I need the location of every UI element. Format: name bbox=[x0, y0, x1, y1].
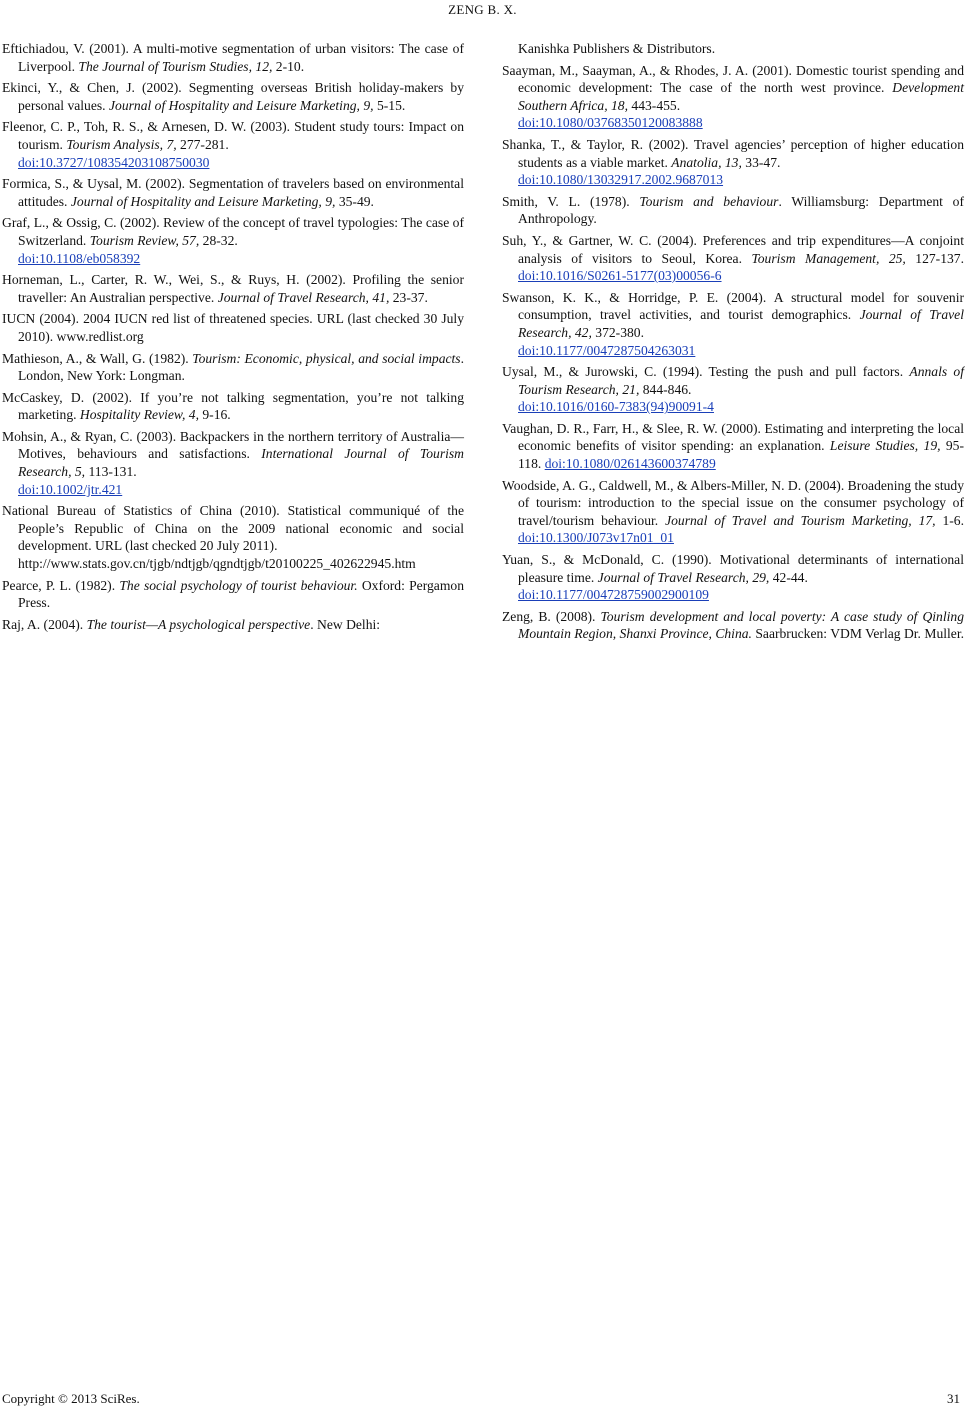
reference-text: Saayman, M., Saayman, A., & Rhodes, J. A. (2001). Domestic tourist spending and economic development: The case of the north west province. bbox=[502, 62, 964, 96]
reference-pages: . Williamsburg: Department of Anthropology. bbox=[518, 193, 965, 227]
reference-entry bbox=[2, 577, 464, 612]
reference-entry bbox=[502, 420, 964, 473]
reference-pages: 35-49. bbox=[335, 193, 374, 209]
reference-text: National Bureau of Statistics of China (2010). Statistical communiqué of the People’s Republic of China on the 2009 national economic and social development. URL (last checked 20 July 2011). bbox=[2, 503, 464, 554]
reference-pages: . London, New York: Longman. bbox=[18, 350, 464, 384]
reference-source: Tourism Review, 57, bbox=[89, 232, 200, 248]
reference-text: Woodside, A. G., Caldwell, M., & Albers-Miller, N. D. (2004). Broadening the study of tourism: introduction to the special issue on the consumer psychology of travel/tourism behaviour. bbox=[502, 477, 964, 528]
reference-text: Shanka, T., & Taylor, R. (2002). Travel agencies’ perception of higher education students as a viable market. bbox=[502, 136, 964, 170]
reference-source: Annals of Tourism Research, 21, bbox=[518, 364, 964, 397]
copyright-notice: Copyright © 2013 SciRes. bbox=[2, 1391, 140, 1406]
reference-source: Journal of Hospitality and Leisure Marketing, 9, bbox=[108, 97, 374, 113]
reference-pages: 28-32. bbox=[199, 232, 238, 248]
reference-source: Journal of Travel Research, 29, bbox=[597, 569, 770, 585]
reference-entry bbox=[502, 232, 964, 285]
reference-source: The Journal of Tourism Studies, 12, bbox=[78, 58, 273, 74]
reference-pages: 42-44. bbox=[769, 569, 808, 585]
reference-source: Journal of Travel Research, 41, bbox=[217, 289, 390, 305]
doi-link[interactable]: doi:10.1016/S0261-5177(03)00056-6 bbox=[518, 268, 722, 284]
reference-source: Hospitality Review, 4, bbox=[79, 407, 199, 423]
running-head: ZENG B. X. bbox=[448, 2, 517, 17]
reference-pages: Oxford: Pergamon Press. bbox=[18, 577, 464, 611]
reference-text: Graf, L., & Ossig, C. (2002). Review of the concept of travel typologies: The case of Switzerland. bbox=[2, 215, 464, 248]
page-number: 31 bbox=[947, 1391, 960, 1406]
reference-pages: 277-281. bbox=[176, 136, 229, 152]
reference-text: Eftichiadou, V. (2001). A multi-motive segmentation of urban visitors: The case of Liverpool. bbox=[2, 41, 464, 74]
reference-text: Vaughan, D. R., Farr, H., & Slee, R. W. (2000). Estimating and interpreting the local economic benefits of visitor spending: an explanation. bbox=[502, 420, 964, 454]
reference-pages: Saarbrucken: VDM Verlag Dr. Muller. bbox=[751, 626, 965, 642]
reference-entry bbox=[2, 40, 464, 75]
reference-text: Formica, S., & Uysal, M. (2002). Segmentation of travelers based on environmental attitudes. bbox=[2, 176, 464, 209]
reference-entry bbox=[502, 477, 964, 547]
doi-link[interactable]: doi:10.1002/jtr.421 bbox=[18, 481, 123, 497]
reference-source: Tourism and behaviour bbox=[639, 193, 779, 209]
reference-text: Horneman, L., Carter, R. W., Wei, S., & Ruys, H. (2002). Profiling the senior traveller: An Australian perspective. bbox=[2, 272, 464, 305]
reference-entry bbox=[2, 389, 464, 424]
reference-text: Pearce, P. L. (1982). bbox=[2, 577, 120, 593]
reference-entry bbox=[2, 616, 464, 634]
reference-pages: 2-10. bbox=[272, 58, 305, 74]
reference-text: Smith, V. L. (1978). bbox=[502, 193, 640, 209]
reference-source: Journal of Travel Research, 42, bbox=[518, 307, 964, 340]
reference-source: Development Southern Africa, 18, bbox=[518, 80, 964, 113]
doi-link[interactable]: doi:10.1080/026143600374789 bbox=[544, 456, 716, 472]
doi-link[interactable]: doi:10.1016/0160-7383(94)90091-4 bbox=[518, 399, 714, 415]
reference-source: Journal of Hospitality and Leisure Marketing, 9, bbox=[70, 193, 336, 209]
reference-entry bbox=[2, 428, 464, 498]
reference-entry bbox=[2, 214, 464, 267]
doi-link[interactable]: doi:10.1177/004728759002900109 bbox=[518, 587, 709, 603]
reference-source: Tourism Analysis, 7, bbox=[66, 136, 177, 152]
reference-source: Anatolia, 13, bbox=[671, 154, 742, 170]
doi-link[interactable]: doi:10.1108/eb058392 bbox=[18, 250, 141, 266]
reference-source: The tourist—A psychological perspective bbox=[86, 616, 311, 632]
reference-text: Swanson, K. K., & Horridge, P. E. (2004). A structural model for souvenir consumption, travel activities, and tourist demographics. bbox=[502, 289, 964, 323]
reference-text: Mohsin, A., & Ryan, C. (2003). Backpackers in the northern territory of Australia—Motives, behaviours and satisfactions. bbox=[2, 428, 464, 462]
doi-link[interactable]: doi:10.3727/108354203108750030 bbox=[18, 154, 210, 170]
references-right-column bbox=[502, 40, 964, 647]
reference-source: Tourism development and local poverty: A case study of Qinling Mountain Region, Shanxi Province, China. bbox=[518, 608, 964, 642]
reference-entry bbox=[502, 193, 964, 228]
reference-pages: 1-6. bbox=[935, 512, 964, 528]
reference-text: Ekinci, Y., & Chen, J. (2002). Segmenting overseas British holiday-makers by personal values. bbox=[2, 80, 464, 113]
reference-pages: 443-455. bbox=[628, 97, 681, 113]
reference-text: McCaskey, D. (2002). If you’re not talking segmentation, you’re not talking marketing. bbox=[2, 389, 464, 423]
reference-pages: 113-131. bbox=[85, 464, 137, 480]
reference-text: Kanishka Publishers & Distributors. bbox=[518, 41, 716, 56]
reference-entry bbox=[502, 136, 964, 189]
reference-pages: 23-37. bbox=[389, 289, 428, 305]
reference-entry bbox=[502, 363, 964, 416]
reference-entry bbox=[2, 79, 464, 114]
reference-entry bbox=[502, 40, 964, 58]
reference-source: Tourism Management, 25, bbox=[751, 250, 906, 266]
reference-entry bbox=[2, 350, 464, 385]
reference-text: Raj, A. (2004). bbox=[2, 616, 87, 632]
doi-link[interactable]: doi:10.1300/J073v17n01_01 bbox=[518, 530, 674, 546]
reference-entry bbox=[2, 175, 464, 210]
reference-source: The social psychology of tourist behaviour. bbox=[119, 577, 358, 593]
reference-source: Tourism: Economic, physical, and social impacts bbox=[192, 350, 461, 366]
reference-text: Yuan, S., & McDonald, C. (1990). Motivational determinants of international pleasure time. bbox=[502, 552, 964, 585]
reference-entry bbox=[2, 271, 464, 306]
reference-url: http://www.stats.gov.cn/tjgb/ndtjgb/qgndtjgb/t20100225_402622945.htm bbox=[18, 556, 416, 572]
reference-pages: 372-380. bbox=[591, 324, 644, 340]
reference-pages: 95-118. bbox=[518, 438, 965, 472]
reference-entry bbox=[502, 608, 964, 643]
doi-link[interactable]: doi:10.1080/03768350120083888 bbox=[518, 115, 703, 131]
reference-text: IUCN (2004). 2004 IUCN red list of threatened species. URL (last checked 30 July 2010). www.redlist.org bbox=[2, 311, 464, 344]
references-left-column bbox=[2, 40, 464, 637]
reference-pages: 9-16. bbox=[198, 407, 231, 423]
reference-text: Suh, Y., & Gartner, W. C. (2004). Preferences and trip expenditures—A conjoint analysis of visitors to Seoul, Korea. bbox=[502, 232, 964, 266]
reference-text: Mathieson, A., & Wall, G. (1982). bbox=[2, 350, 193, 366]
reference-text: Fleenor, C. P., Toh, R. S., & Arnesen, D. W. (2003). Student study tours: Impact on tourism. bbox=[2, 119, 464, 152]
reference-source: International Journal of Tourism Research, 5, bbox=[18, 446, 464, 480]
reference-pages: 127-137. bbox=[905, 250, 964, 266]
reference-entry bbox=[502, 62, 964, 132]
reference-entry bbox=[502, 289, 964, 359]
reference-pages: 5-15. bbox=[373, 97, 406, 113]
reference-pages: 33-47. bbox=[741, 154, 781, 170]
reference-text: Zeng, B. (2008). bbox=[502, 608, 601, 624]
reference-pages: . New Delhi: bbox=[310, 616, 381, 632]
reference-text: Uysal, M., & Jurowski, C. (1994). Testing the push and pull factors. bbox=[502, 364, 910, 380]
doi-link[interactable]: doi:10.1177/0047287504263031 bbox=[518, 342, 696, 358]
reference-entry bbox=[2, 502, 464, 572]
reference-entry bbox=[2, 310, 464, 345]
doi-link[interactable]: doi:10.1080/13032917.2002.9687013 bbox=[518, 172, 724, 188]
reference-source: Leisure Studies, 19, bbox=[829, 438, 941, 454]
reference-pages: 844-846. bbox=[639, 381, 692, 397]
reference-source: Journal of Travel and Tourism Marketing, 17, bbox=[665, 512, 936, 528]
reference-entry bbox=[2, 118, 464, 171]
reference-entry bbox=[502, 551, 964, 604]
